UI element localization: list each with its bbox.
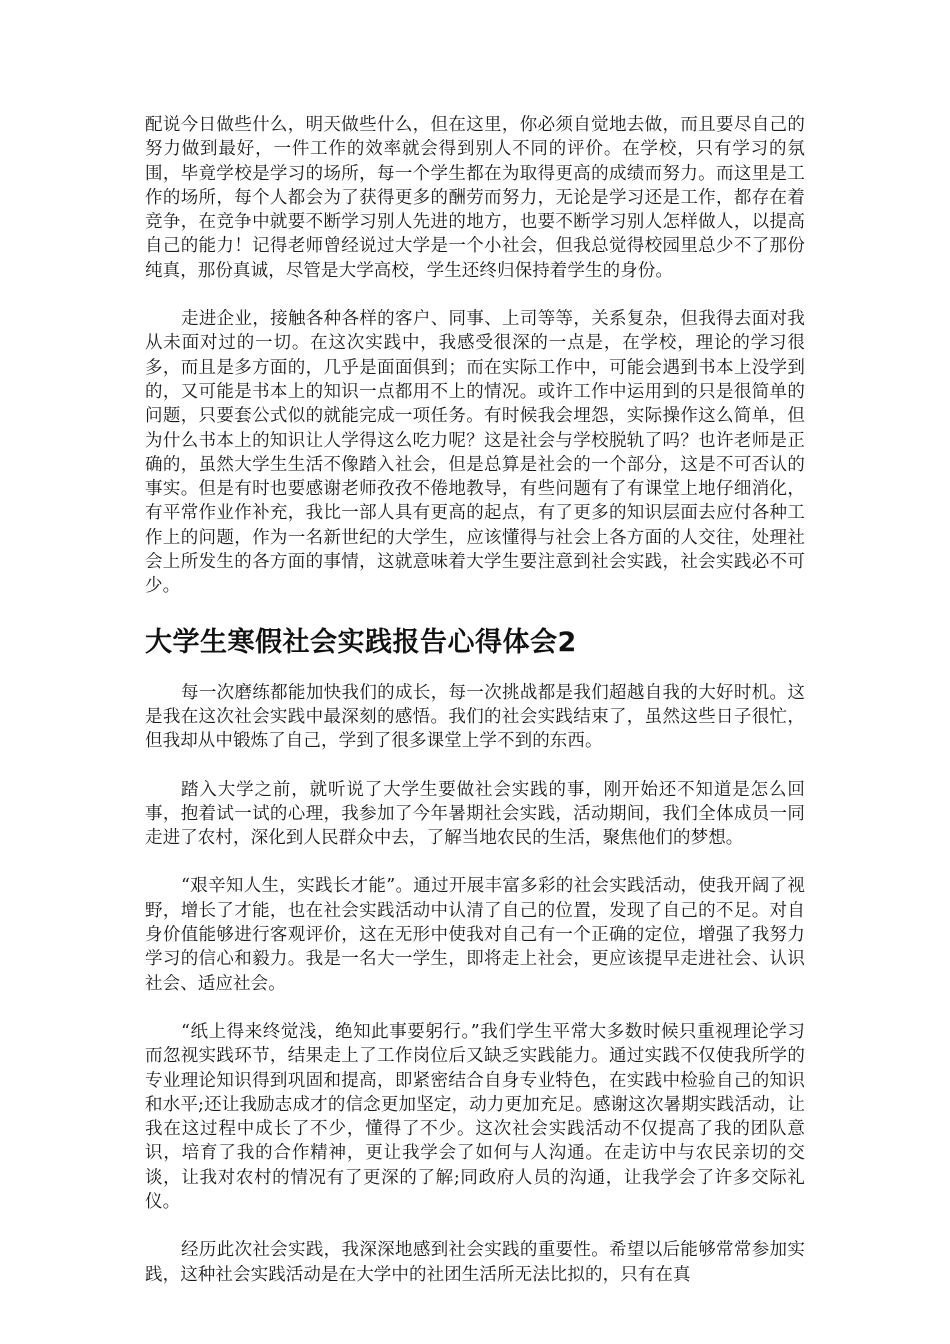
paragraph-conclusion: 经历此次社会实践，我深深地感到社会实践的重要性。希望以后能够常常参加实践，这种社会实践活动是在大学中的社团生活所无法比拟的，只有在真 (145, 1240, 805, 1285)
paragraph-growth: 每一次磨练都能加快我们的成长，每一次挑战都是我们超越自我的大好时机。这是我在这次社会实践中最深刻的感悟。我们的社会实践结束了，虽然这些日子很忙，但我却从中锻炼了自己，学到了很多课堂上学不到的东西。 (145, 682, 805, 752)
paragraph-hardship-quote: “艰辛知人生，实践长才能”。通过开展丰富多彩的社会实践活动，使我开阔了视野，增长了才能，也在社会实践活动中认清了自己的位置，发现了自己的不足。对自身价值能够进行客观评价，这在无形中使我对自己有一个正确的定位，增强了我努力学习的信心和毅力。我是一名大一学生，即将走上社会，更应该提早走进社会、认识社会、适应社会。 (145, 876, 805, 994)
paragraph-entering-enterprise: 走进企业，接触各种各样的客户、同事、上司等等，关系复杂，但我得去面对我从未面对过的一切。在这次实践中，我感受很深的一点是，在学校，理论的学习很多，而且是多方面的，几乎是面面俱到；而在实际工作中，可能会遇到书本上没学到的，又可能是书本上的知识一点都用不上的情况。或许工作中运用到的只是很简单的问题，只要套公式似的就能完成一项任务。有时候我会埋怨，实际操作这么简单，但为什么书本上的知识让人学得这么吃力呢？这是社会与学校脱轨了吗？也许老师是正确的，虽然大学生生活不像踏入社会，但是总算是社会的一个部分，这是不可否认的事实。但是有时也要感谢老师孜孜不倦地教导，有些问题有了有课堂上地仔细消化，有平常作业作补充，我比一部人具有更高的起点，有了更多的知识层面去应付各种工作上的问题，作为一名新世纪的大学生，应该懂得与社会上各方面的人交往，处理社会上所发生的各方面的事情，这就意味着大学生要注意到社会实践，社会实践必不可少。 (145, 309, 805, 597)
paragraph-paper-quote: “纸上得来终觉浅，绝知此事要躬行。”我们学生平常大多数时候只重视理论学习而忽视实践环节，结果走上了工作岗位后又缺乏实践能力。通过实践不仅使我所学的专业理论知识得到巩固和提高，即紧密结合自身专业特色，在实践中检验自己的知识和水平;还让我励志成才的信念更加坚定，动力更加充足。感谢这次暑期实践活动，让我在这过程中成长了不少，懂得了不少。这次社会实践活动不仅提高了我的团队意识，培育了我的合作精神，更让我学会了如何与人沟通。在走访中与农民亲切的交谈，让我对农村的情况有了更深的了解;同政府人员的沟通，让我学会了许多交际礼仪。 (145, 1021, 805, 1212)
document-page (145, 113, 805, 1287)
paragraph-continued: 配说今日做些什么，明天做些什么，但在这里，你必须自觉地去做，而且要尽自己的努力做到最好，一件工作的效率就会得到别人不同的评价。在学校，只有学习的氛围，毕竟学校是学习的场所，每一个学生都在为取得更高的成绩而努力。而这里是工作的场所，每个人都会为了获得更多的酬劳而努力，无论是学习还是工作，都存在着竞争，在竞争中就要不断学习别人先进的地方，也要不断学习别人怎样做人，以提高自己的能力！记得老师曾经说过大学是一个小社会，但我总觉得校园里总少不了那份纯真，那份真诚，尽管是大学高校，学生还终归保持着学生的身份。 (145, 115, 805, 281)
paragraph-before-university: 踏入大学之前，就听说了大学生要做社会实践的事，刚开始还不知道是怎么回事，抱着试一试的心理，我参加了今年暑期社会实践，活动期间，我们全体成员一同走进了农村，深化到人民群众中去，了解当地农民的生活，聚焦他们的梦想。 (145, 779, 805, 849)
section-heading: 大学生寒假社会实践报告心得体会2 (145, 626, 577, 658)
